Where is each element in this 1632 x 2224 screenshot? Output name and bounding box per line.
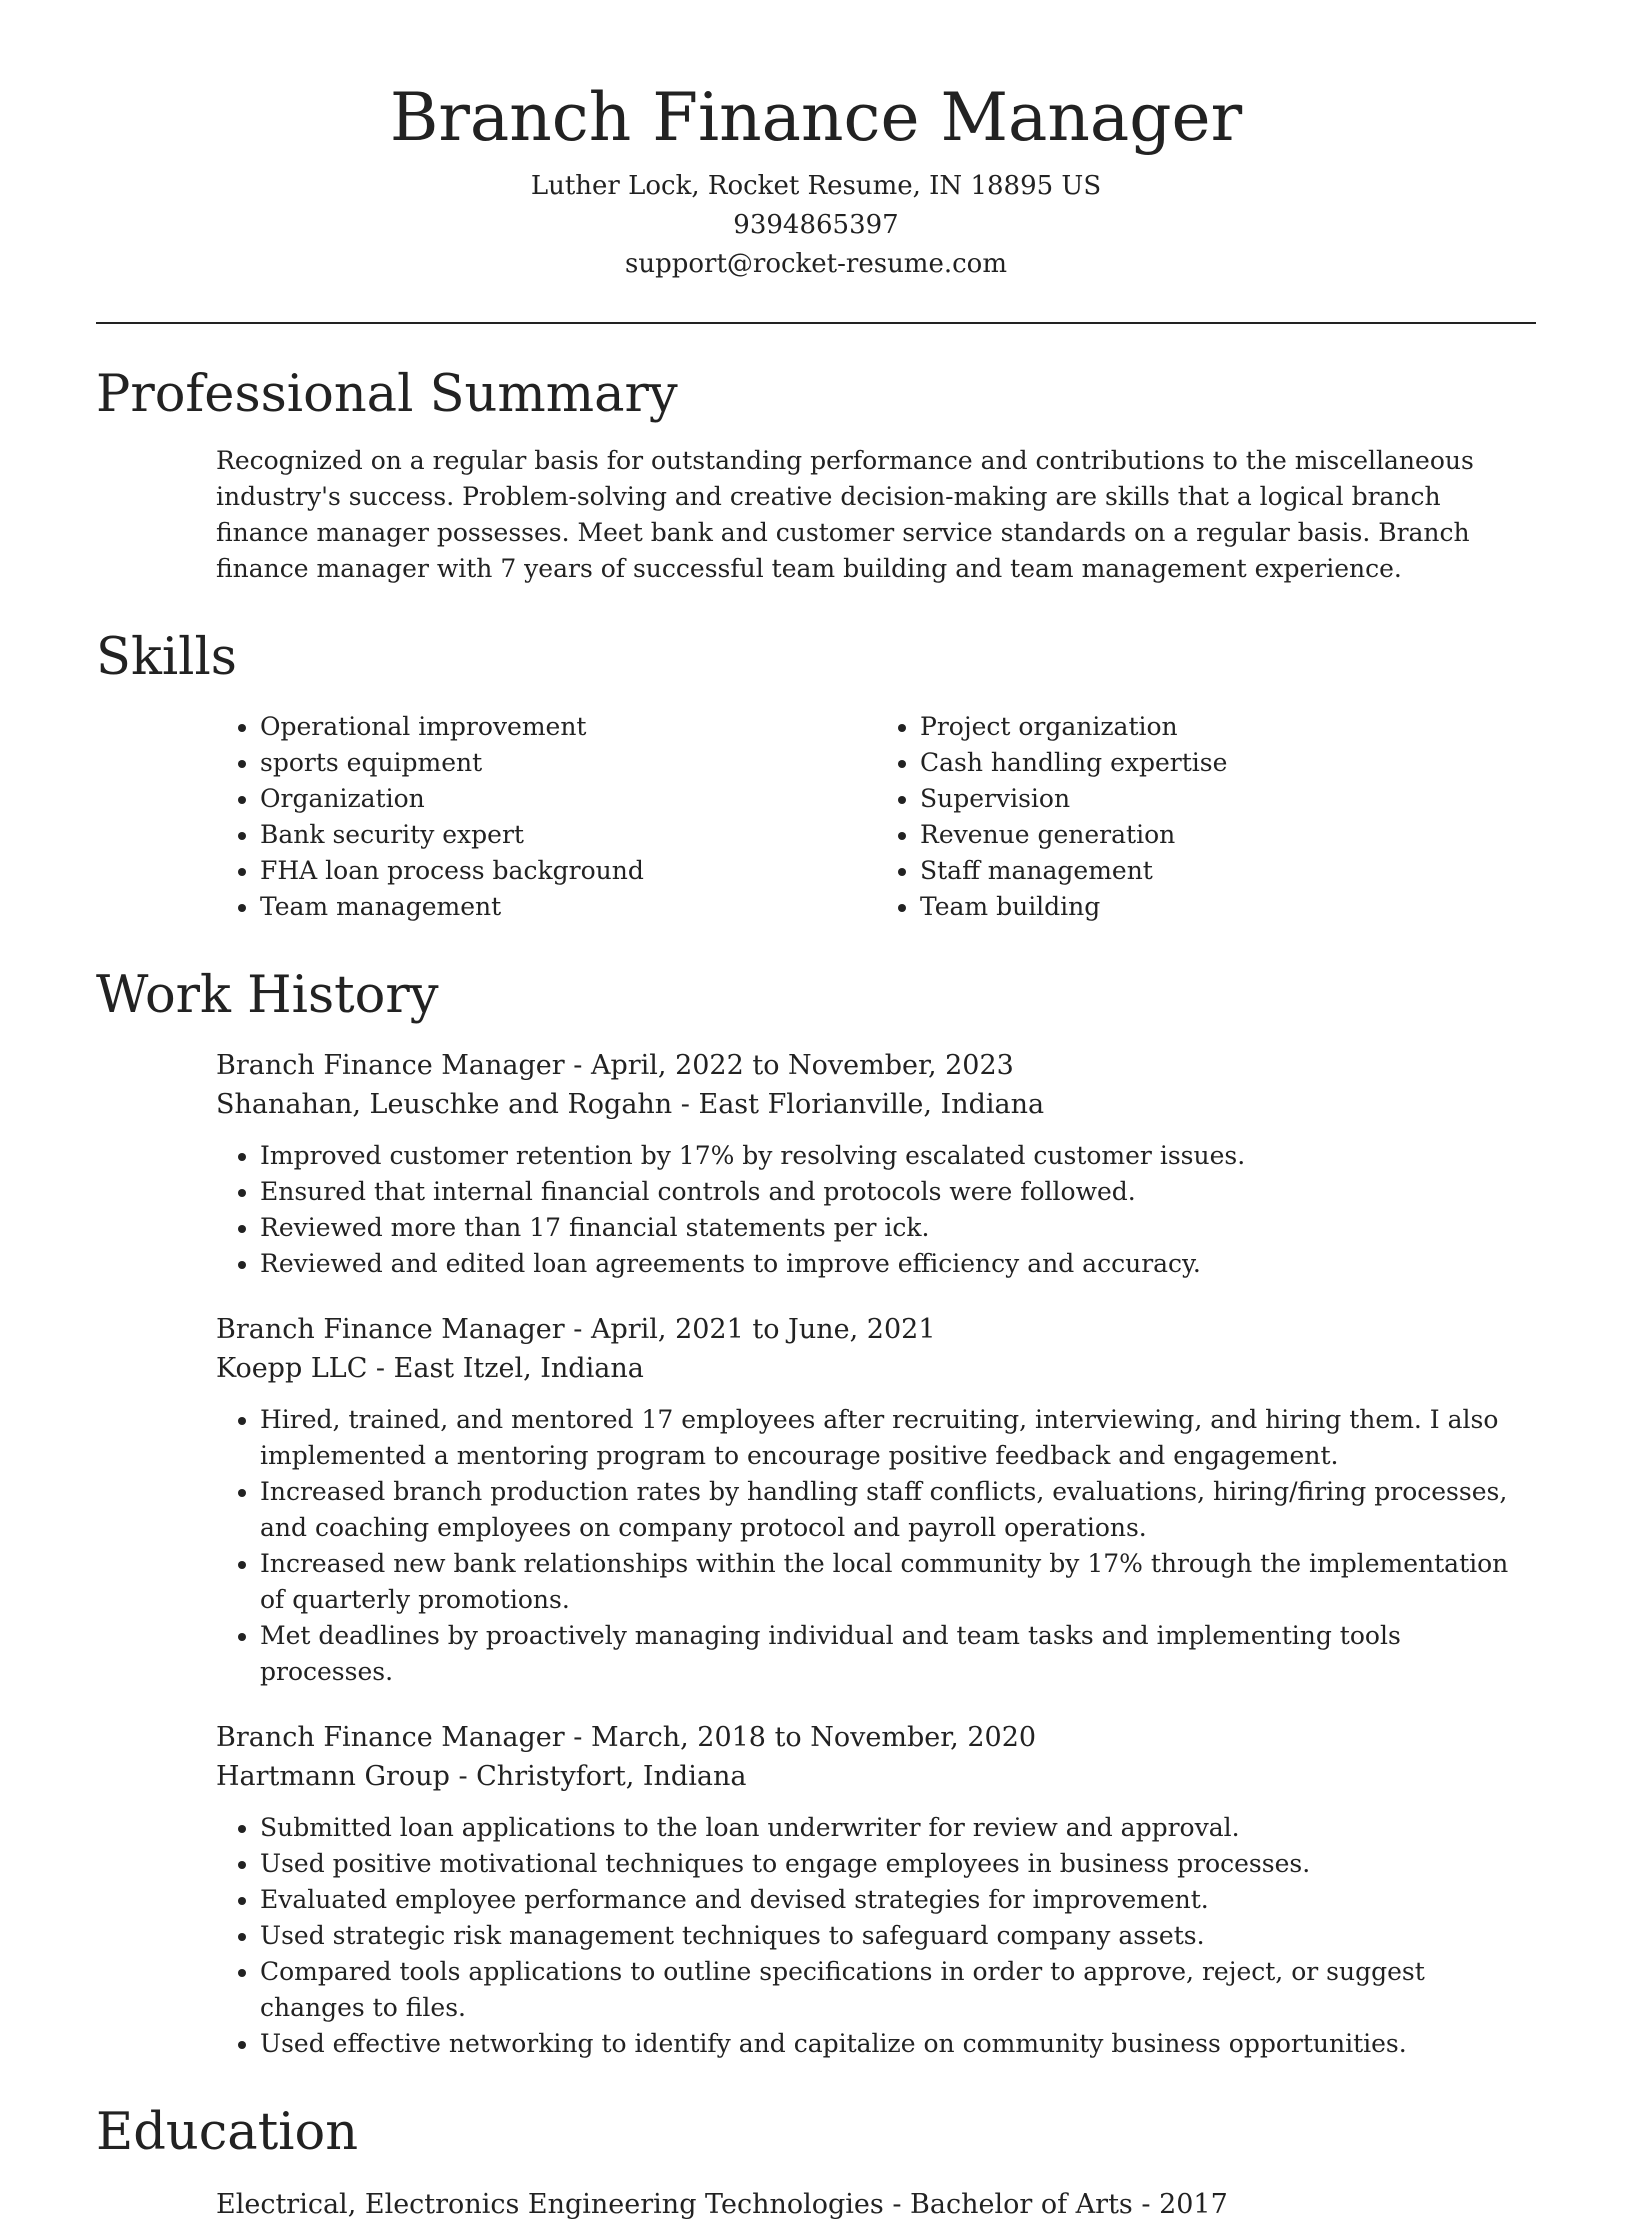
job-bullet: • Increased branch production rates by handling staff conflicts, evaluations, hiring/firing processes, and coaching employees on company protocol and payroll operations. <box>260 1474 1536 1546</box>
resume-header <box>96 0 1536 284</box>
summary-text: Recognized on a regular basis for outstanding performance and contributions to the miscellaneous industry's success. Problem-solving and creative decision-making are skills that a logical branch finance manager possesses. Meet bank and customer service standards on a regular basis. Branch finance manager with 7 years of successful team building and team management experience. <box>216 446 1474 584</box>
job-company-line: Koepp LLC - East Itzel, Indiana <box>216 1352 644 1384</box>
skills-heading: Skills <box>96 628 237 688</box>
education-entry: Electrical, Electronics Engineering Technologies - Bachelor of Arts - 2017 <box>216 2188 1228 2220</box>
job-bullets <box>216 1402 1536 1690</box>
skill-item: • Revenue generation <box>920 817 1536 853</box>
job-entry <box>216 1310 1536 1690</box>
skill-item: • FHA loan process background <box>260 853 876 889</box>
work-history <box>96 1046 1536 2062</box>
job-entry <box>216 1718 1536 2062</box>
contact-block <box>96 167 1536 284</box>
work-history-heading: Work History <box>96 965 439 1025</box>
skill-item: • Organization <box>260 781 876 817</box>
job-bullet: • Improved customer retention by 17% by resolving escalated customer issues. <box>260 1138 1536 1174</box>
header-divider <box>96 322 1536 324</box>
skill-item: • sports equipment <box>260 745 876 781</box>
contact-email: support@rocket-resume.com <box>624 249 1007 280</box>
skills-column-left <box>216 709 876 925</box>
summary-heading: Professional Summary <box>96 365 678 425</box>
job-bullet: • Used strategic risk management techniques to safeguard company assets. <box>260 1918 1536 1954</box>
resume-title: Branch Finance Manager <box>389 79 1243 156</box>
job-bullet: • Evaluated employee performance and devised strategies for improvement. <box>260 1882 1536 1918</box>
skill-item: • Staff management <box>920 853 1536 889</box>
skill-item: • Cash handling expertise <box>920 745 1536 781</box>
skill-item: • Supervision <box>920 781 1536 817</box>
job-company-line: Shanahan, Leuschke and Rogahn - East Florianville, Indiana <box>216 1088 1045 1120</box>
skill-item: • Operational improvement <box>260 709 876 745</box>
skills-list <box>96 709 1536 925</box>
job-bullet: • Hired, trained, and mentored 17 employees after recruiting, interviewing, and hiring them. I also implemented a mentoring program to encourage positive feedback and engagement. <box>260 1402 1536 1474</box>
skill-item: • Project organization <box>920 709 1536 745</box>
job-bullet: • Reviewed more than 17 financial statements per ick. <box>260 1210 1536 1246</box>
job-bullet: • Compared tools applications to outline specifications in order to approve, reject, or suggest changes to files. <box>260 1954 1536 2026</box>
job-bullet: • Used positive motivational techniques to engage employees in business processes. <box>260 1846 1536 1882</box>
job-title-line: Branch Finance Manager - April, 2021 to June, 2021 <box>216 1313 936 1345</box>
job-bullet: • Increased new bank relationships within the local community by 17% through the implementation of quarterly promotions. <box>260 1546 1536 1618</box>
contact-address: Luther Lock, Rocket Resume, IN 18895 US <box>530 171 1102 202</box>
job-bullet: • Used effective networking to identify and capitalize on community business opportunities. <box>260 2026 1536 2062</box>
job-entry <box>216 1046 1536 1282</box>
job-bullet: • Reviewed and edited loan agreements to improve efficiency and accuracy. <box>260 1246 1536 1282</box>
job-bullets <box>216 1810 1536 2062</box>
job-title-line: Branch Finance Manager - April, 2022 to November, 2023 <box>216 1049 1014 1081</box>
skill-item: • Bank security expert <box>260 817 876 853</box>
job-company-line: Hartmann Group - Christyfort, Indiana <box>216 1760 747 1792</box>
job-bullet: • Met deadlines by proactively managing individual and team tasks and implementing tools processes. <box>260 1618 1536 1690</box>
skills-column-right <box>876 709 1536 925</box>
job-bullet: • Submitted loan applications to the loan underwriter for review and approval. <box>260 1810 1536 1846</box>
skill-item: • Team building <box>920 889 1536 925</box>
job-bullets <box>216 1138 1536 1282</box>
contact-phone: 9394865397 <box>733 210 899 241</box>
education-heading: Education <box>96 2102 359 2162</box>
job-title-line: Branch Finance Manager - March, 2018 to November, 2020 <box>216 1721 1037 1753</box>
job-bullet: • Ensured that internal financial controls and protocols were followed. <box>260 1174 1536 1210</box>
skill-item: • Team management <box>260 889 876 925</box>
